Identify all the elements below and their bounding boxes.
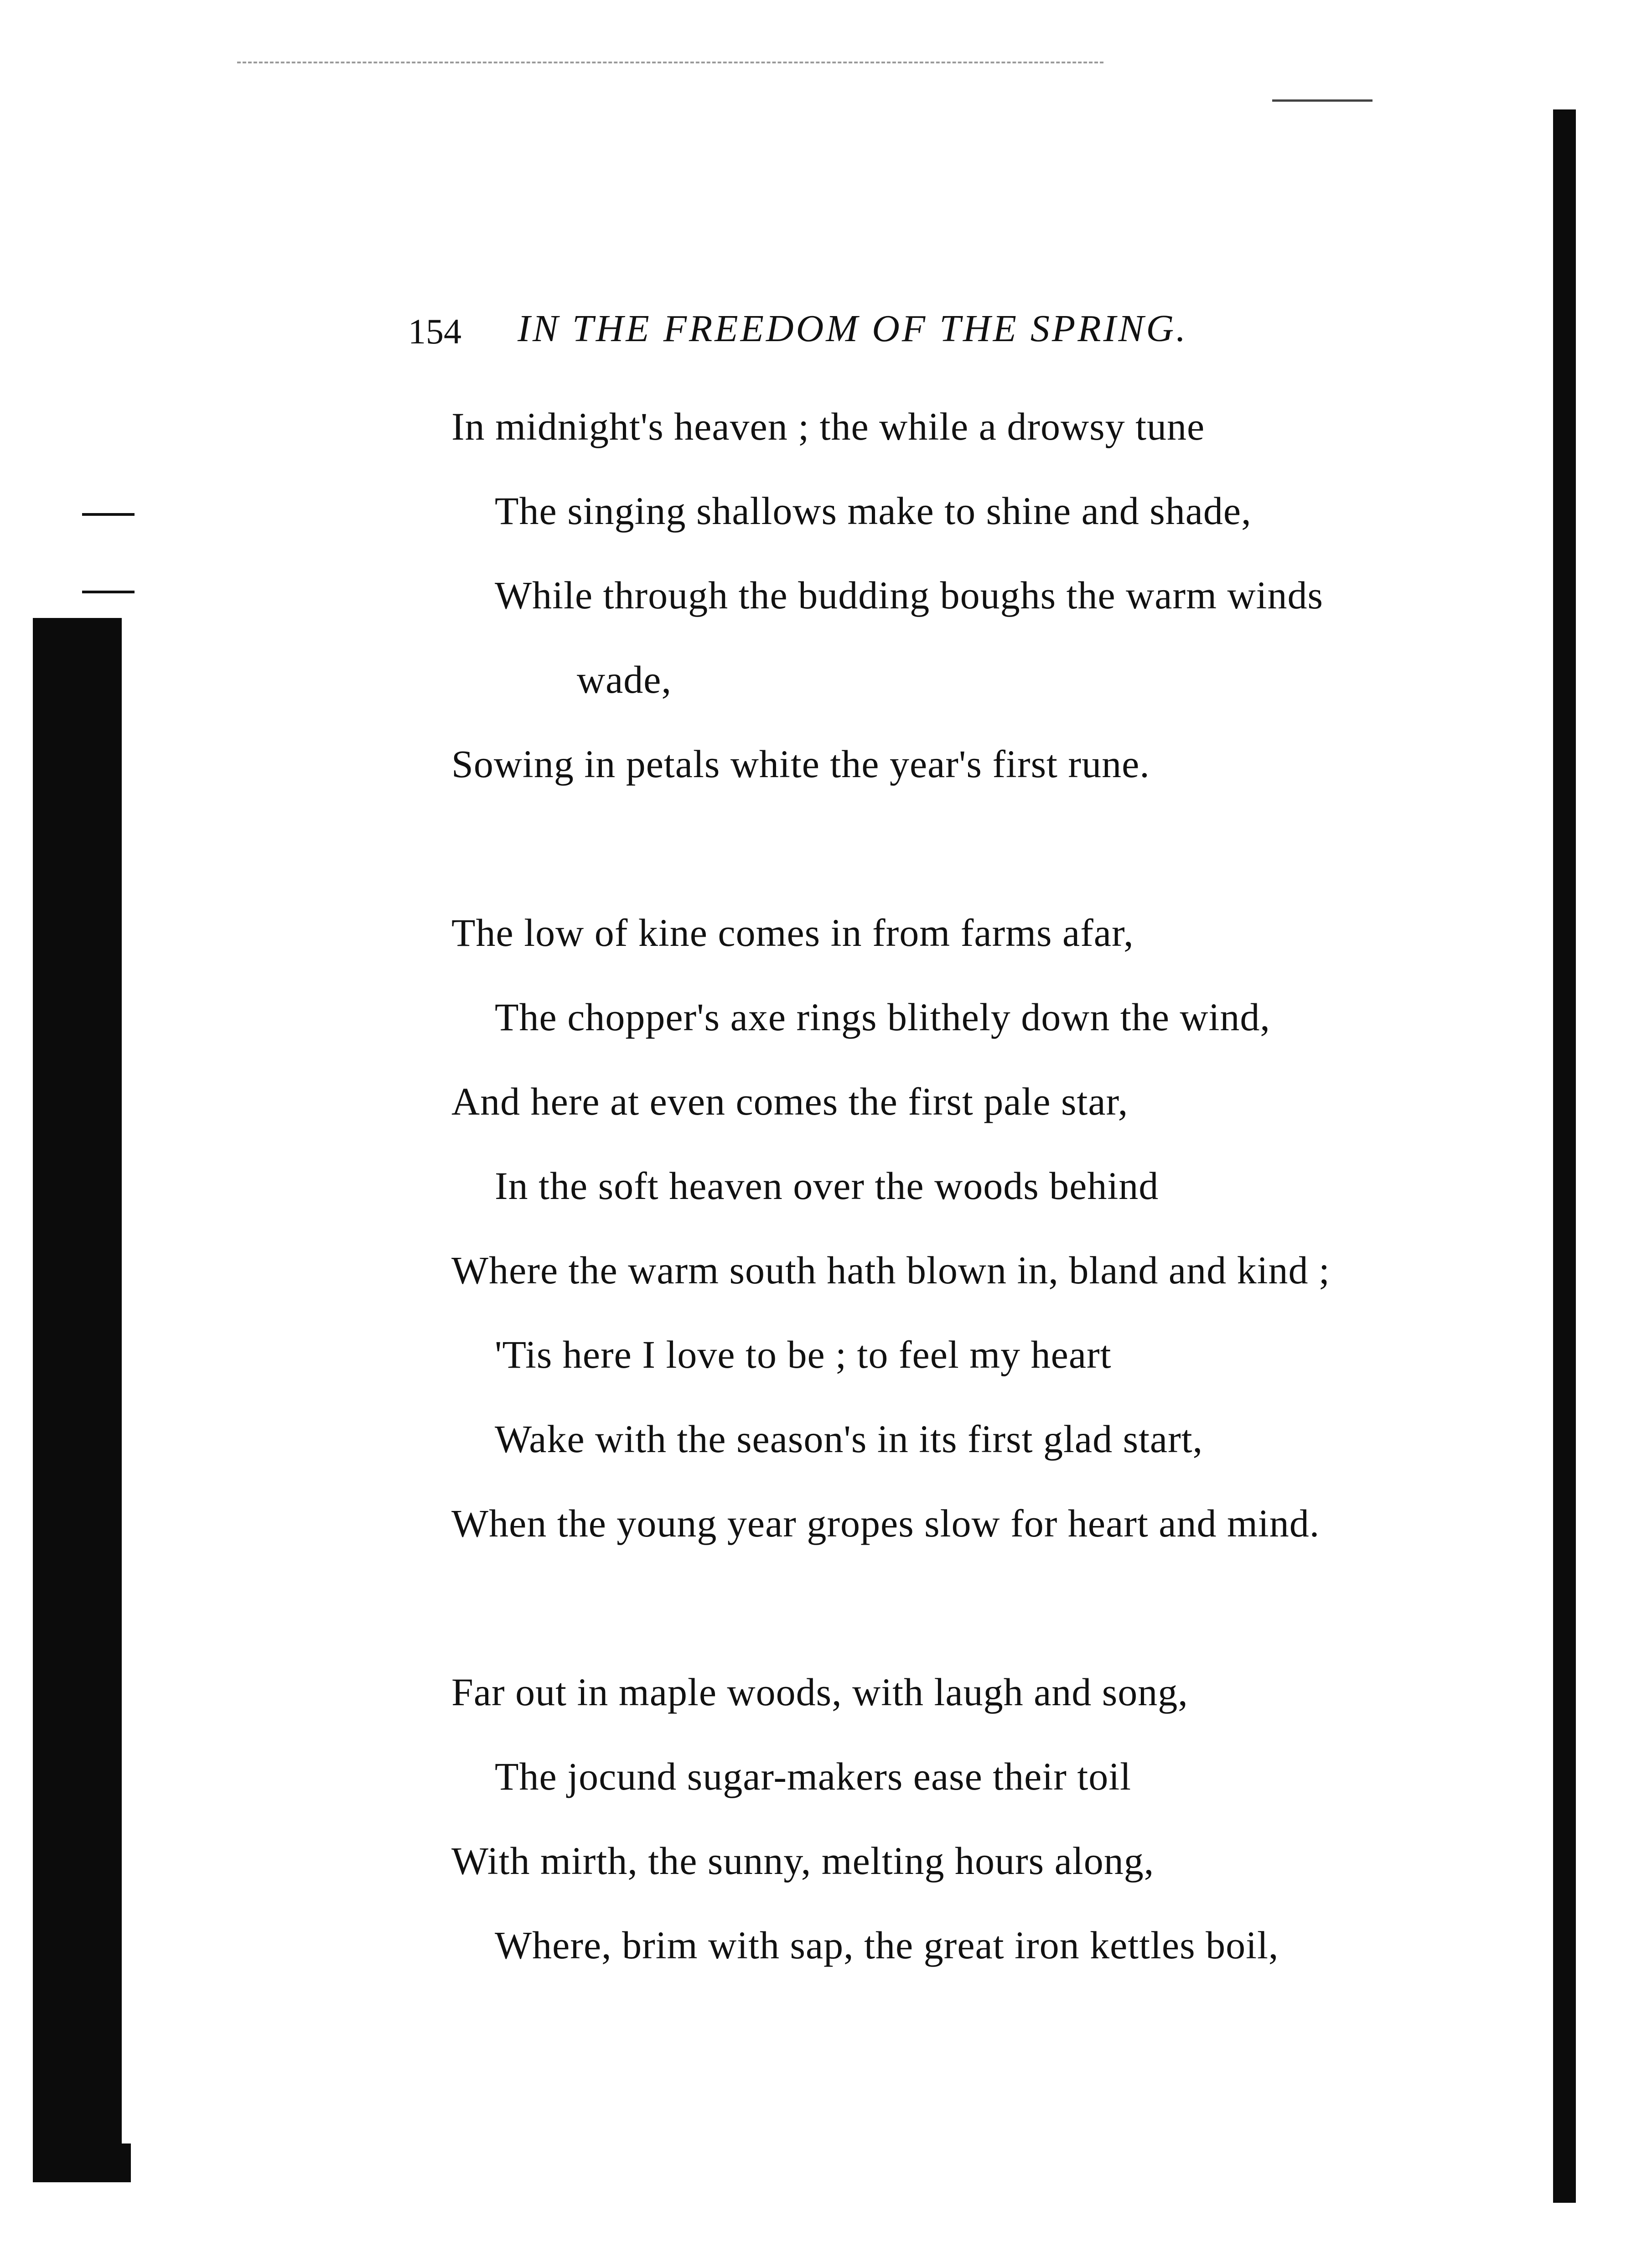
scan-right-edge [1553, 109, 1576, 2203]
poem-line: Far out in maple woods, with laugh and song, [451, 1670, 1188, 1714]
scan-top-edge-mark [1272, 99, 1372, 102]
scan-margin-mark [82, 591, 135, 593]
scan-top-edge [237, 62, 1103, 63]
poem-line: In midnight's heaven ; the while a drowsy tune [451, 405, 1205, 448]
page-number: 154 [408, 311, 461, 351]
poem-line: The singing shallows make to shine and shade, [495, 489, 1252, 533]
poem-line: Where the warm south hath blown in, bland and kind ; [451, 1248, 1330, 1292]
scan-left-edge [33, 618, 122, 2182]
poem-line: 'Tis here I love to be ; to feel my heart [495, 1333, 1112, 1376]
poem-line: The low of kine comes in from farms afar, [451, 911, 1134, 955]
scan-left-edge-foot [33, 2143, 131, 2182]
running-title: IN THE FREEDOM OF THE SPRING. [518, 307, 1188, 350]
scan-margin-mark [82, 513, 135, 516]
poem-line: wade, [577, 658, 672, 701]
poem-line: While through the budding boughs the warm winds [495, 573, 1323, 617]
poem-line: The jocund sugar-makers ease their toil [495, 1754, 1132, 1798]
poem-line: The chopper's axe rings blithely down the wind, [495, 995, 1270, 1039]
poem-line: In the soft heaven over the woods behind [495, 1164, 1159, 1208]
running-head [408, 306, 1366, 361]
poem-line: And here at even comes the first pale star, [451, 1080, 1129, 1123]
poem-line: Where, brim with sap, the great iron kettles boil, [495, 1923, 1279, 1967]
poem-line: Wake with the season's in its first glad start, [495, 1417, 1203, 1461]
poem-line: Sowing in petals white the year's first rune. [451, 742, 1150, 786]
poem-line: When the young year gropes slow for heart and mind. [451, 1501, 1320, 1545]
poem-line: With mirth, the sunny, melting hours along, [451, 1839, 1155, 1883]
